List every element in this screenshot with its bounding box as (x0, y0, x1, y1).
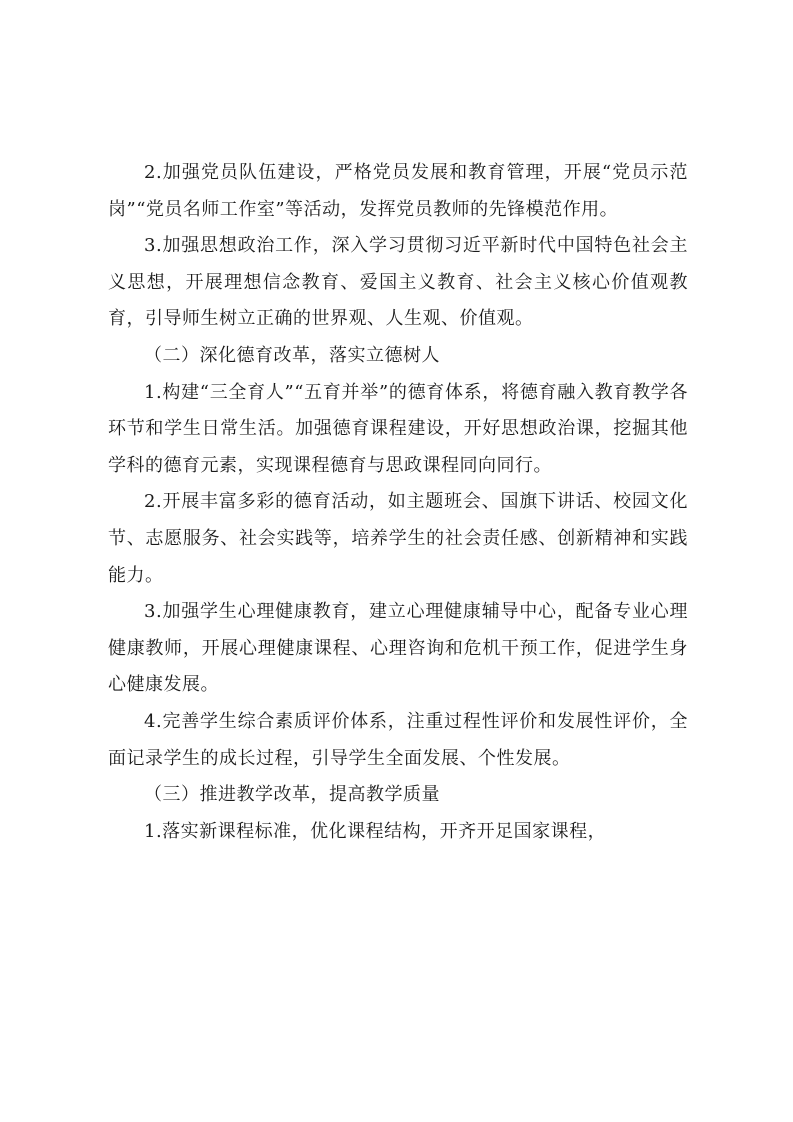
paragraph-moral-activities: 2.开展丰富多彩的德育活动，如主题班会、国旗下讲话、校园文化节、志愿服务、社会实践等，培养学生的社会责任感、创新精神和实践能力。 (108, 491, 688, 586)
section-heading-moral-education: （二）深化德育改革，落实立德树人 (144, 344, 440, 366)
paragraph-mental-health: 3.加强学生心理健康教育，建立心理健康辅导中心，配备专业心理健康教师，开展心理健康课程、心理咨询和危机干预工作，促进学生身心健康发展。 (108, 601, 688, 696)
paragraph-ideological-work: 3.加强思想政治工作，深入学习贯彻习近平新时代中国特色社会主义思想，开展理想信念教育、爱国主义教育、社会主义核心价值观教育，引导师生树立正确的世界观、人生观、价值观。 (108, 235, 688, 330)
paragraph-evaluation: 4.完善学生综合素质评价体系，注重过程性评价和发展性评价，全面记录学生的成长过程，引导学生全面发展、个性发展。 (108, 710, 688, 769)
section-heading-teaching-reform: （三）推进教学改革，提高教学质量 (144, 784, 440, 806)
paragraph-party-team: 2.加强党员队伍建设，严格党员发展和教育管理，开展“党员示范岗”“党员名师工作室”等活动，发挥党员教师的先锋模范作用。 (108, 162, 688, 220)
paragraph-curriculum: 1.落实新课程标准，优化课程结构，开齐开足国家课程， (144, 820, 607, 842)
document-body (108, 155, 688, 850)
paragraph-moral-system: 1.构建“三全育人”“五育并举”的德育体系，将德育融入教育教学各环节和学生日常生活。加强德育课程建设，开好思想政治课，挖掘其他学科的德育元素，实现课程德育与思政课程同向同行。 (108, 381, 688, 476)
